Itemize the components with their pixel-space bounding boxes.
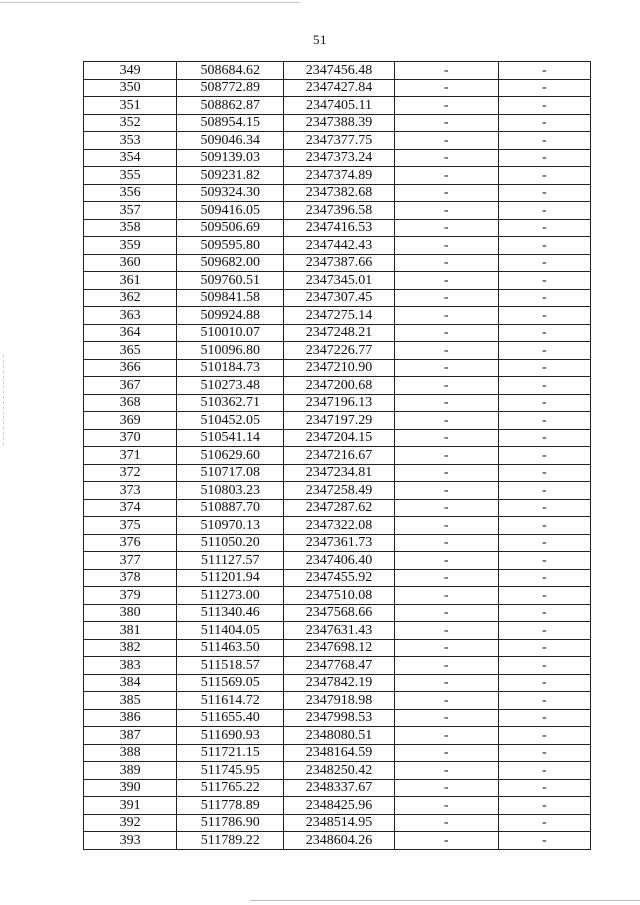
scan-edge-mark-top	[0, 2, 300, 3]
column-4-cell: -	[394, 464, 498, 482]
column-4-cell: -	[394, 779, 498, 797]
column-5-cell: -	[498, 429, 590, 447]
column-5-cell: -	[498, 832, 590, 850]
column-4-cell: -	[394, 289, 498, 307]
x-coordinate-cell: 510184.73	[177, 359, 284, 377]
y-coordinate-cell: 2347196.13	[284, 394, 394, 412]
y-coordinate-cell: 2347307.45	[284, 289, 394, 307]
column-4-cell: -	[394, 499, 498, 517]
point-number-cell: 382	[84, 639, 177, 657]
y-coordinate-cell: 2347406.40	[284, 552, 394, 570]
x-coordinate-cell: 508862.87	[177, 97, 284, 115]
column-5-cell: -	[498, 587, 590, 605]
table-row	[84, 552, 591, 570]
x-coordinate-cell: 511404.05	[177, 622, 284, 640]
column-5-cell: -	[498, 534, 590, 552]
column-5-cell: -	[498, 639, 590, 657]
column-5-cell: -	[498, 324, 590, 342]
point-number-cell: 364	[84, 324, 177, 342]
y-coordinate-cell: 2348337.67	[284, 779, 394, 797]
x-coordinate-cell: 511273.00	[177, 587, 284, 605]
x-coordinate-cell: 508954.15	[177, 114, 284, 132]
x-coordinate-cell: 511789.22	[177, 832, 284, 850]
table-row	[84, 79, 591, 97]
table-row	[84, 307, 591, 325]
table-row	[84, 132, 591, 150]
page-number: 51	[313, 32, 327, 47]
table-row	[84, 394, 591, 412]
column-4-cell: -	[394, 482, 498, 500]
point-number-cell: 392	[84, 814, 177, 832]
scan-edge-mark-left	[3, 355, 5, 445]
point-number-cell: 366	[84, 359, 177, 377]
table-row	[84, 237, 591, 255]
y-coordinate-cell: 2348164.59	[284, 744, 394, 762]
point-number-cell: 356	[84, 184, 177, 202]
table-row	[84, 464, 591, 482]
table-row	[84, 709, 591, 727]
y-coordinate-cell: 2348250.42	[284, 762, 394, 780]
y-coordinate-cell: 2348514.95	[284, 814, 394, 832]
x-coordinate-cell: 509416.05	[177, 202, 284, 220]
table-row	[84, 62, 591, 80]
point-number-cell: 349	[84, 62, 177, 80]
column-5-cell: -	[498, 744, 590, 762]
column-4-cell: -	[394, 534, 498, 552]
table-row	[84, 587, 591, 605]
y-coordinate-cell: 2347998.53	[284, 709, 394, 727]
column-5-cell: -	[498, 482, 590, 500]
column-5-cell: -	[498, 149, 590, 167]
column-4-cell: -	[394, 657, 498, 675]
y-coordinate-cell: 2347216.67	[284, 447, 394, 465]
x-coordinate-cell: 511614.72	[177, 692, 284, 710]
point-number-cell: 390	[84, 779, 177, 797]
x-coordinate-cell: 511690.93	[177, 727, 284, 745]
x-coordinate-cell: 508772.89	[177, 79, 284, 97]
column-5-cell: -	[498, 219, 590, 237]
point-number-cell: 387	[84, 727, 177, 745]
column-5-cell: -	[498, 412, 590, 430]
column-5-cell: -	[498, 272, 590, 290]
y-coordinate-cell: 2347322.08	[284, 517, 394, 535]
column-4-cell: -	[394, 202, 498, 220]
column-4-cell: -	[394, 377, 498, 395]
point-number-cell: 374	[84, 499, 177, 517]
point-number-cell: 384	[84, 674, 177, 692]
point-number-cell: 378	[84, 569, 177, 587]
column-4-cell: -	[394, 114, 498, 132]
x-coordinate-cell: 510010.07	[177, 324, 284, 342]
point-number-cell: 354	[84, 149, 177, 167]
table-row	[84, 447, 591, 465]
y-coordinate-cell: 2347248.21	[284, 324, 394, 342]
column-4-cell: -	[394, 832, 498, 850]
x-coordinate-cell: 511518.57	[177, 657, 284, 675]
column-4-cell: -	[394, 254, 498, 272]
column-5-cell: -	[498, 394, 590, 412]
x-coordinate-cell: 509841.58	[177, 289, 284, 307]
coordinates-table	[83, 61, 591, 850]
column-5-cell: -	[498, 184, 590, 202]
point-number-cell: 365	[84, 342, 177, 360]
column-5-cell: -	[498, 97, 590, 115]
point-number-cell: 370	[84, 429, 177, 447]
table-row	[84, 254, 591, 272]
column-4-cell: -	[394, 569, 498, 587]
column-4-cell: -	[394, 814, 498, 832]
y-coordinate-cell: 2347345.01	[284, 272, 394, 290]
column-4-cell: -	[394, 342, 498, 360]
column-5-cell: -	[498, 779, 590, 797]
column-4-cell: -	[394, 587, 498, 605]
y-coordinate-cell: 2348425.96	[284, 797, 394, 815]
column-4-cell: -	[394, 744, 498, 762]
point-number-cell: 391	[84, 797, 177, 815]
column-5-cell: -	[498, 79, 590, 97]
column-5-cell: -	[498, 797, 590, 815]
column-5-cell: -	[498, 377, 590, 395]
column-5-cell: -	[498, 569, 590, 587]
y-coordinate-cell: 2347204.15	[284, 429, 394, 447]
column-5-cell: -	[498, 342, 590, 360]
column-4-cell: -	[394, 149, 498, 167]
column-4-cell: -	[394, 604, 498, 622]
y-coordinate-cell: 2347210.90	[284, 359, 394, 377]
table-row	[84, 517, 591, 535]
x-coordinate-cell: 511765.22	[177, 779, 284, 797]
column-5-cell: -	[498, 289, 590, 307]
column-4-cell: -	[394, 97, 498, 115]
x-coordinate-cell: 511778.89	[177, 797, 284, 815]
y-coordinate-cell: 2347455.92	[284, 569, 394, 587]
column-5-cell: -	[498, 622, 590, 640]
y-coordinate-cell: 2347226.77	[284, 342, 394, 360]
point-number-cell: 379	[84, 587, 177, 605]
column-4-cell: -	[394, 359, 498, 377]
x-coordinate-cell: 511201.94	[177, 569, 284, 587]
column-4-cell: -	[394, 709, 498, 727]
x-coordinate-cell: 510273.48	[177, 377, 284, 395]
column-5-cell: -	[498, 657, 590, 675]
table-row	[84, 622, 591, 640]
point-number-cell: 385	[84, 692, 177, 710]
table-row	[84, 359, 591, 377]
column-4-cell: -	[394, 132, 498, 150]
table-row	[84, 429, 591, 447]
column-4-cell: -	[394, 184, 498, 202]
y-coordinate-cell: 2347842.19	[284, 674, 394, 692]
x-coordinate-cell: 510362.71	[177, 394, 284, 412]
y-coordinate-cell: 2347510.08	[284, 587, 394, 605]
table-row	[84, 412, 591, 430]
y-coordinate-cell: 2347396.58	[284, 202, 394, 220]
y-coordinate-cell: 2347442.43	[284, 237, 394, 255]
point-number-cell: 381	[84, 622, 177, 640]
column-5-cell: -	[498, 167, 590, 185]
point-number-cell: 352	[84, 114, 177, 132]
point-number-cell: 388	[84, 744, 177, 762]
column-4-cell: -	[394, 62, 498, 80]
table-row	[84, 604, 591, 622]
point-number-cell: 368	[84, 394, 177, 412]
table-row	[84, 797, 591, 815]
column-5-cell: -	[498, 604, 590, 622]
point-number-cell: 386	[84, 709, 177, 727]
table-row	[84, 534, 591, 552]
table-row	[84, 342, 591, 360]
table-row	[84, 219, 591, 237]
coordinates-table-body	[84, 62, 591, 850]
column-4-cell: -	[394, 692, 498, 710]
column-5-cell: -	[498, 254, 590, 272]
y-coordinate-cell: 2347698.12	[284, 639, 394, 657]
x-coordinate-cell: 509139.03	[177, 149, 284, 167]
point-number-cell: 351	[84, 97, 177, 115]
y-coordinate-cell: 2347200.68	[284, 377, 394, 395]
column-4-cell: -	[394, 237, 498, 255]
table-row	[84, 149, 591, 167]
point-number-cell: 393	[84, 832, 177, 850]
x-coordinate-cell: 510541.14	[177, 429, 284, 447]
column-5-cell: -	[498, 709, 590, 727]
table-row	[84, 762, 591, 780]
table-row	[84, 674, 591, 692]
x-coordinate-cell: 509760.51	[177, 272, 284, 290]
column-5-cell: -	[498, 814, 590, 832]
y-coordinate-cell: 2347631.43	[284, 622, 394, 640]
x-coordinate-cell: 511721.15	[177, 744, 284, 762]
x-coordinate-cell: 511050.20	[177, 534, 284, 552]
column-5-cell: -	[498, 692, 590, 710]
point-number-cell: 355	[84, 167, 177, 185]
y-coordinate-cell: 2347374.89	[284, 167, 394, 185]
column-5-cell: -	[498, 464, 590, 482]
y-coordinate-cell: 2347456.48	[284, 62, 394, 80]
table-row	[84, 639, 591, 657]
point-number-cell: 353	[84, 132, 177, 150]
point-number-cell: 371	[84, 447, 177, 465]
column-4-cell: -	[394, 79, 498, 97]
column-4-cell: -	[394, 167, 498, 185]
column-5-cell: -	[498, 727, 590, 745]
column-5-cell: -	[498, 762, 590, 780]
x-coordinate-cell: 509924.88	[177, 307, 284, 325]
column-5-cell: -	[498, 517, 590, 535]
x-coordinate-cell: 508684.62	[177, 62, 284, 80]
table-row	[84, 324, 591, 342]
column-5-cell: -	[498, 307, 590, 325]
column-4-cell: -	[394, 762, 498, 780]
column-5-cell: -	[498, 552, 590, 570]
x-coordinate-cell: 509682.00	[177, 254, 284, 272]
table-row	[84, 727, 591, 745]
column-4-cell: -	[394, 272, 498, 290]
x-coordinate-cell: 511655.40	[177, 709, 284, 727]
y-coordinate-cell: 2347568.66	[284, 604, 394, 622]
x-coordinate-cell: 510096.80	[177, 342, 284, 360]
column-4-cell: -	[394, 412, 498, 430]
x-coordinate-cell: 511340.46	[177, 604, 284, 622]
point-number-cell: 380	[84, 604, 177, 622]
column-4-cell: -	[394, 219, 498, 237]
column-4-cell: -	[394, 727, 498, 745]
y-coordinate-cell: 2347388.39	[284, 114, 394, 132]
table-row	[84, 272, 591, 290]
x-coordinate-cell: 509231.82	[177, 167, 284, 185]
y-coordinate-cell: 2347377.75	[284, 132, 394, 150]
x-coordinate-cell: 510970.13	[177, 517, 284, 535]
point-number-cell: 369	[84, 412, 177, 430]
y-coordinate-cell: 2347387.66	[284, 254, 394, 272]
y-coordinate-cell: 2348604.26	[284, 832, 394, 850]
column-5-cell: -	[498, 62, 590, 80]
x-coordinate-cell: 510717.08	[177, 464, 284, 482]
table-row	[84, 184, 591, 202]
y-coordinate-cell: 2347361.73	[284, 534, 394, 552]
point-number-cell: 367	[84, 377, 177, 395]
y-coordinate-cell: 2347234.81	[284, 464, 394, 482]
table-row	[84, 202, 591, 220]
x-coordinate-cell: 510887.70	[177, 499, 284, 517]
x-coordinate-cell: 511463.50	[177, 639, 284, 657]
column-5-cell: -	[498, 237, 590, 255]
point-number-cell: 358	[84, 219, 177, 237]
table-row	[84, 482, 591, 500]
table-row	[84, 97, 591, 115]
table-row	[84, 814, 591, 832]
point-number-cell: 362	[84, 289, 177, 307]
table-row	[84, 289, 591, 307]
table-row	[84, 744, 591, 762]
point-number-cell: 376	[84, 534, 177, 552]
column-4-cell: -	[394, 639, 498, 657]
y-coordinate-cell: 2347197.29	[284, 412, 394, 430]
point-number-cell: 360	[84, 254, 177, 272]
column-4-cell: -	[394, 674, 498, 692]
x-coordinate-cell: 509324.30	[177, 184, 284, 202]
column-5-cell: -	[498, 132, 590, 150]
point-number-cell: 375	[84, 517, 177, 535]
x-coordinate-cell: 510629.60	[177, 447, 284, 465]
column-4-cell: -	[394, 307, 498, 325]
y-coordinate-cell: 2347405.11	[284, 97, 394, 115]
column-4-cell: -	[394, 429, 498, 447]
column-4-cell: -	[394, 394, 498, 412]
x-coordinate-cell: 511127.57	[177, 552, 284, 570]
point-number-cell: 373	[84, 482, 177, 500]
x-coordinate-cell: 509046.34	[177, 132, 284, 150]
x-coordinate-cell: 509595.80	[177, 237, 284, 255]
x-coordinate-cell: 510803.23	[177, 482, 284, 500]
table-row	[84, 832, 591, 850]
column-5-cell: -	[498, 499, 590, 517]
scan-edge-mark-bottom	[250, 900, 640, 901]
point-number-cell: 350	[84, 79, 177, 97]
column-4-cell: -	[394, 622, 498, 640]
table-row	[84, 499, 591, 517]
column-5-cell: -	[498, 674, 590, 692]
y-coordinate-cell: 2347768.47	[284, 657, 394, 675]
x-coordinate-cell: 511569.05	[177, 674, 284, 692]
column-5-cell: -	[498, 114, 590, 132]
y-coordinate-cell: 2347287.62	[284, 499, 394, 517]
y-coordinate-cell: 2347382.68	[284, 184, 394, 202]
table-row	[84, 167, 591, 185]
column-5-cell: -	[498, 202, 590, 220]
table-row	[84, 779, 591, 797]
column-4-cell: -	[394, 324, 498, 342]
column-4-cell: -	[394, 797, 498, 815]
y-coordinate-cell: 2347258.49	[284, 482, 394, 500]
point-number-cell: 363	[84, 307, 177, 325]
column-4-cell: -	[394, 517, 498, 535]
column-4-cell: -	[394, 447, 498, 465]
table-row	[84, 569, 591, 587]
column-5-cell: -	[498, 447, 590, 465]
point-number-cell: 361	[84, 272, 177, 290]
table-row	[84, 657, 591, 675]
point-number-cell: 383	[84, 657, 177, 675]
point-number-cell: 377	[84, 552, 177, 570]
x-coordinate-cell: 511786.90	[177, 814, 284, 832]
y-coordinate-cell: 2347918.98	[284, 692, 394, 710]
y-coordinate-cell: 2347416.53	[284, 219, 394, 237]
y-coordinate-cell: 2347427.84	[284, 79, 394, 97]
x-coordinate-cell: 510452.05	[177, 412, 284, 430]
y-coordinate-cell: 2348080.51	[284, 727, 394, 745]
point-number-cell: 359	[84, 237, 177, 255]
column-5-cell: -	[498, 359, 590, 377]
column-4-cell: -	[394, 552, 498, 570]
table-row	[84, 114, 591, 132]
point-number-cell: 372	[84, 464, 177, 482]
x-coordinate-cell: 511745.95	[177, 762, 284, 780]
table-row	[84, 377, 591, 395]
y-coordinate-cell: 2347275.14	[284, 307, 394, 325]
y-coordinate-cell: 2347373.24	[284, 149, 394, 167]
point-number-cell: 389	[84, 762, 177, 780]
x-coordinate-cell: 509506.69	[177, 219, 284, 237]
table-row	[84, 692, 591, 710]
point-number-cell: 357	[84, 202, 177, 220]
